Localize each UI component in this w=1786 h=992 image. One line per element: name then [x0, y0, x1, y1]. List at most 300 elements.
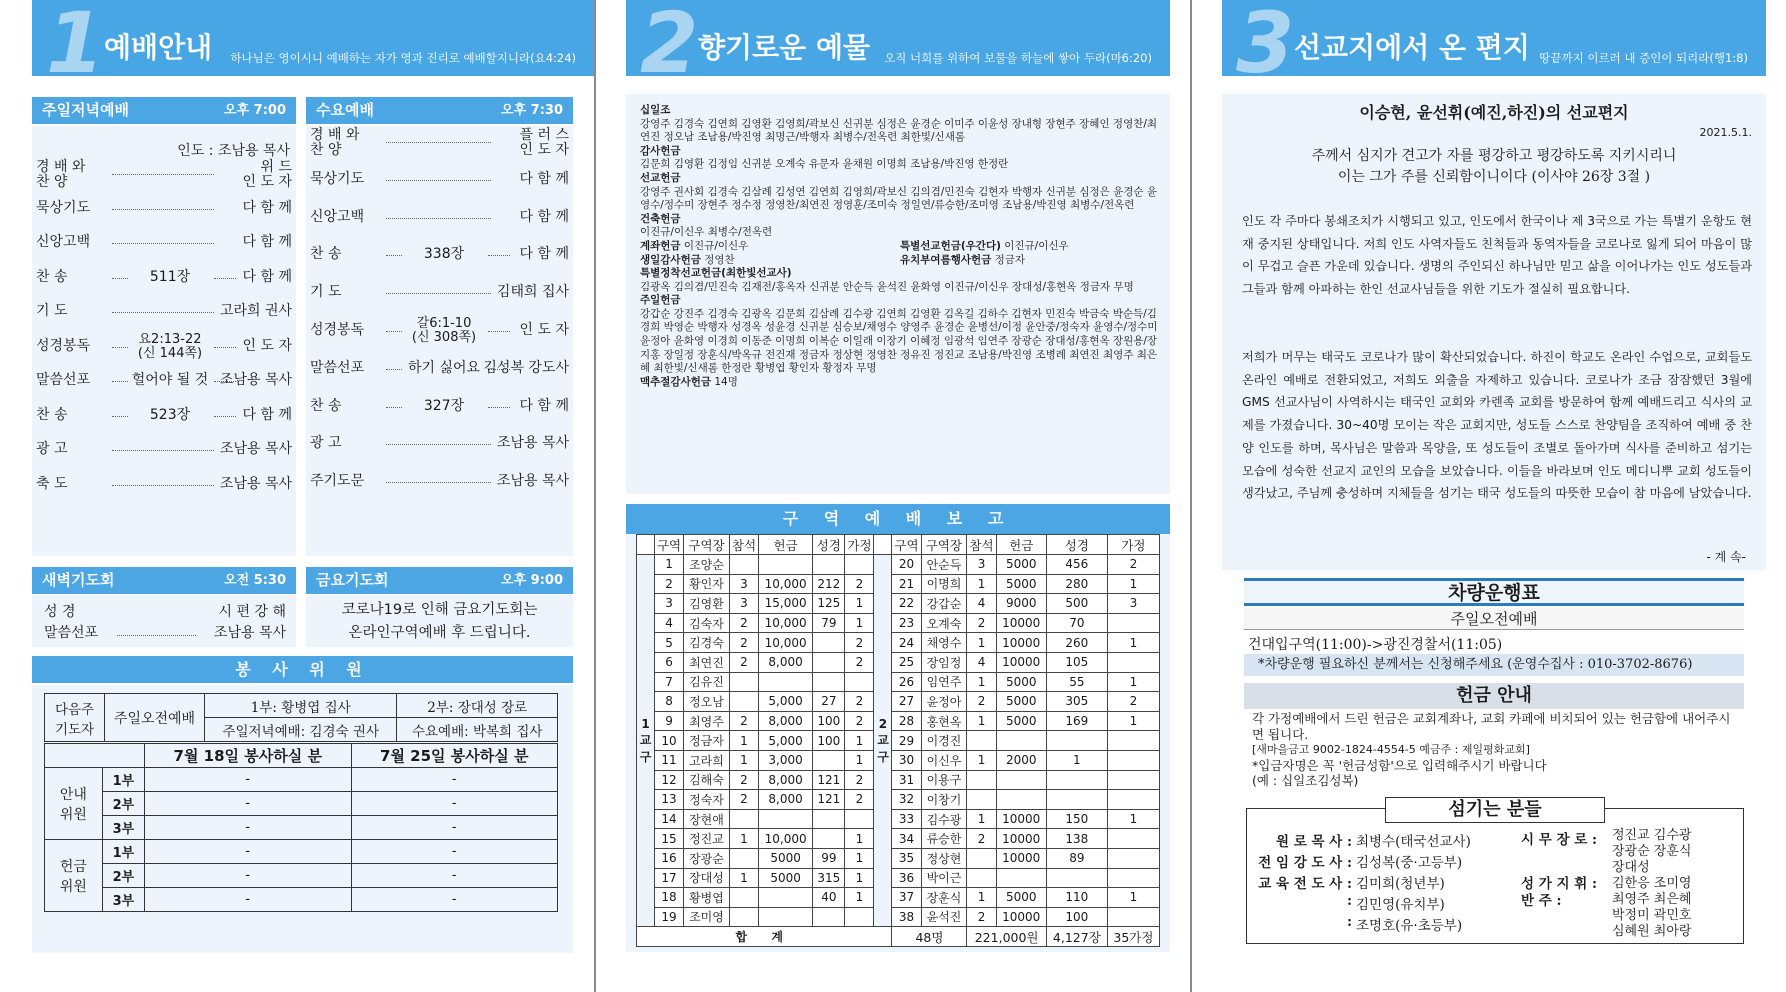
staff-title: 섬기는 분들	[1385, 797, 1605, 823]
total-cell: 221,000원	[967, 927, 1046, 947]
report-header-cell: 구역장	[921, 535, 967, 555]
table-cell: 1	[1107, 711, 1159, 731]
table-cell	[1107, 731, 1159, 751]
table-row	[637, 790, 1160, 810]
table-cell: 이명희	[921, 574, 967, 594]
order-row	[306, 436, 573, 458]
table-cell: 조양순	[684, 555, 730, 575]
table-cell: 1	[845, 848, 874, 868]
order-row	[32, 408, 296, 430]
header-worship	[32, 0, 594, 92]
table-cell	[813, 809, 845, 829]
staff-name: 김성복(중·고등부)	[1356, 855, 1463, 871]
duty-part: 2부	[102, 792, 144, 816]
table-cell	[1107, 652, 1159, 672]
table-cell: 최연진	[684, 652, 730, 672]
table-cell: 윤석진	[921, 907, 967, 927]
report-header-cell: 가정	[845, 535, 874, 555]
table-cell: 10,000	[758, 574, 812, 594]
table-cell: 2	[1107, 692, 1159, 712]
table-cell: 오계숙	[921, 613, 967, 633]
duty-cell: -	[351, 768, 558, 792]
table-cell: 36	[892, 868, 921, 888]
table-cell: 2	[1107, 555, 1159, 575]
offering-group	[640, 104, 1158, 145]
header-offerings	[626, 0, 1170, 92]
order-row	[306, 127, 573, 159]
table-cell: 20	[892, 555, 921, 575]
duty-part: 1부	[102, 768, 144, 792]
order-person: 고라희 권사	[219, 303, 292, 319]
staff-role: :	[1347, 893, 1352, 909]
table-cell	[758, 888, 812, 908]
offering-names: 14명	[714, 375, 738, 388]
table-cell: 7	[655, 672, 684, 692]
table-row	[637, 809, 1160, 829]
table-cell	[729, 672, 758, 692]
wednesday-order	[306, 126, 573, 556]
table-cell: 김유진	[684, 672, 730, 692]
table-cell: 28	[892, 711, 921, 731]
order-row	[32, 201, 296, 223]
table-cell	[813, 633, 845, 653]
order-row	[306, 316, 573, 346]
table-cell: 15,000	[758, 594, 812, 614]
offering-group	[640, 172, 1158, 213]
table-row	[637, 829, 1160, 849]
table-cell: 1	[967, 633, 996, 653]
staff-name: 최병수(태국선교사)	[1356, 834, 1471, 850]
table-cell: 1	[729, 868, 758, 888]
table-cell: 2	[967, 692, 996, 712]
table-cell: 3	[729, 574, 758, 594]
office-names: 정진교 김수광 장광순 장훈식 장대성	[1612, 828, 1692, 875]
table-cell	[967, 790, 996, 810]
table-cell	[845, 907, 874, 927]
section-title: 향기로운 예물	[698, 31, 871, 64]
table-row	[637, 574, 1160, 594]
offering-category: 주일헌금	[640, 294, 681, 307]
table-cell: 황병엽	[684, 888, 730, 908]
table-cell: 12	[655, 770, 684, 790]
letter-quote: 주께서 심지가 견고가 자를 평강하고 평강하도록 지키시리니 이는 그가 주를 신뢰함이니이다 (이사야 26장 3절 )	[1311, 148, 1677, 185]
table-cell: 10000	[996, 809, 1046, 829]
order-person: 위 드 인 도 자	[242, 159, 292, 191]
staff-role: 원 로 목 사 :	[1276, 834, 1352, 850]
report-header-cell: 구역	[892, 535, 921, 555]
table-cell: 125	[813, 594, 845, 614]
table-cell: 1	[729, 750, 758, 770]
table-cell: 1	[845, 888, 874, 908]
offerings-panel	[626, 94, 1170, 494]
staff-row	[1248, 893, 1518, 914]
order-label: 성경봉독	[310, 322, 365, 338]
order-row	[32, 304, 296, 326]
report-header-cell: 헌금	[996, 535, 1046, 555]
duty-part: 3부	[102, 888, 144, 912]
choir-label: 성 가 지 휘 : 반 주 :	[1521, 876, 1597, 909]
offering-group	[640, 267, 1158, 294]
order-person: 조남용 목사	[219, 372, 292, 388]
table-cell: 8,000	[758, 770, 812, 790]
offering-misc-item: 유치부여름행사헌금 정금자	[900, 253, 1026, 266]
header-mission	[1222, 0, 1766, 92]
table-row	[637, 633, 1160, 653]
staff-role: 교 육 전 도 사 :	[1258, 876, 1352, 892]
report-header-cell: 헌금	[758, 535, 812, 555]
section-verse: 땅끝까지 이르러 내 증인이 되리라(행1:8)	[1539, 51, 1748, 65]
table-cell: 정상현	[921, 848, 967, 868]
order-person: 인 도 자	[242, 337, 292, 354]
duty-cell: -	[145, 792, 352, 816]
report-header-cell: 구역	[655, 535, 684, 555]
friday-header: 금요기도회 오후 9:00	[306, 567, 573, 594]
date-col-2: 7월 25일 봉사하실 분	[351, 744, 558, 768]
table-cell	[996, 790, 1046, 810]
service-panel	[32, 685, 573, 953]
table-cell: 105	[1046, 652, 1107, 672]
table-cell	[1107, 613, 1159, 633]
table-cell	[1107, 848, 1159, 868]
table-cell: 10000	[996, 652, 1046, 672]
table-cell: 1	[967, 809, 996, 829]
order-person: 조남용 목사	[496, 473, 569, 490]
order-person: 인 도 자	[519, 322, 569, 338]
table-cell: 조미영	[684, 907, 730, 927]
table-cell	[996, 770, 1046, 790]
table-cell: 2	[845, 711, 874, 731]
table-cell: 8,000	[758, 790, 812, 810]
order-label: 찬 송	[310, 397, 342, 414]
order-person: 다 함 께	[242, 268, 292, 285]
service-header: 봉 사 위 원	[32, 656, 573, 683]
table-cell: 10000	[996, 613, 1046, 633]
table-cell: 2	[729, 613, 758, 633]
table-row	[637, 692, 1160, 712]
table-cell	[813, 750, 845, 770]
table-cell: 1	[845, 594, 874, 614]
duty-group: 헌금 위원	[45, 840, 103, 912]
table-cell: 3	[655, 594, 684, 614]
section-verse: 오직 너희를 위하여 보물을 하늘에 쌓아 두라(마6:20)	[884, 51, 1152, 65]
letter-continued: - 계 속-	[1706, 550, 1746, 564]
order-row	[306, 210, 573, 232]
order-detail: 511장	[149, 268, 191, 285]
staff-name: 김미희(청년부)	[1356, 876, 1445, 892]
table-cell: 1	[845, 731, 874, 751]
table-cell	[729, 888, 758, 908]
table-cell	[1107, 907, 1159, 927]
order-label: 신앙고백	[310, 208, 365, 225]
table-cell: 27	[813, 692, 845, 712]
table-cell: 89	[1046, 848, 1107, 868]
table-cell	[967, 770, 996, 790]
order-label: 찬 송	[36, 268, 68, 285]
table-cell: 홍현옥	[921, 711, 967, 731]
table-cell: 김경숙	[684, 633, 730, 653]
offering-names: 이진규/이신우 최병수/전옥련	[640, 226, 773, 239]
duty-cell: -	[145, 816, 352, 840]
order-row	[32, 159, 296, 191]
choir-names: 김한응 조미영 최영주 최은혜 박정미 곽민호 심혜원 최아랑	[1612, 876, 1692, 939]
table-row	[637, 750, 1160, 770]
table-row	[637, 613, 1160, 633]
section-number: 3	[1236, 0, 1295, 92]
order-person: 조남용 목사	[219, 441, 292, 457]
order-detail: 하기 싫어요	[407, 359, 481, 376]
section-number: 2	[640, 0, 699, 92]
table-cell: 1	[1107, 888, 1159, 908]
duty-cell: -	[145, 768, 352, 792]
friday-body: 코로나19로 인해 금요기도회는 온라인구역예배 후 드립니다.	[306, 595, 573, 647]
table-cell: 121	[813, 770, 845, 790]
duty-cell: -	[145, 888, 352, 912]
staff-role: 전 임 강 도 사 :	[1258, 855, 1352, 871]
order-label: 말씀선포	[310, 359, 365, 376]
service-table: 다음주 기도자 주일오전예배 1부: 황병엽 집사 2부: 장대성 장로 주일저녁예배: 김경숙 권사 수요예배: 박복희 집사	[44, 693, 558, 742]
table-cell	[845, 809, 874, 829]
table-cell: 정오남	[684, 692, 730, 712]
section-title: 선교지에서 온 편지	[1294, 31, 1530, 64]
total-cell: 48명	[892, 927, 967, 947]
table-cell	[1107, 829, 1159, 849]
table-cell: 2	[967, 613, 996, 633]
table-cell: 5	[655, 633, 684, 653]
table-cell: 40	[813, 888, 845, 908]
table-cell: 3	[729, 594, 758, 614]
table-cell: 5000	[996, 711, 1046, 731]
table-cell	[1046, 770, 1107, 790]
table-cell: 이신우	[921, 750, 967, 770]
order-person: 다 함 께	[519, 397, 569, 414]
table-cell: 10000	[996, 848, 1046, 868]
table-cell: 5,000	[758, 731, 812, 751]
table-cell: 15	[655, 829, 684, 849]
total-cell: 4,127장	[1046, 927, 1107, 947]
table-cell: 4	[655, 613, 684, 633]
table-cell	[813, 907, 845, 927]
table-cell: 27	[892, 692, 921, 712]
report-header-cell: 구역장	[684, 535, 730, 555]
table-cell: 5,000	[758, 692, 812, 712]
table-row	[637, 770, 1160, 790]
table-cell: 18	[655, 888, 684, 908]
table-cell: 121	[813, 790, 845, 810]
table-cell	[845, 555, 874, 575]
table-row	[637, 652, 1160, 672]
table-cell	[996, 731, 1046, 751]
table-cell: 3,000	[758, 750, 812, 770]
table-cell: 1	[729, 829, 758, 849]
divider-1	[594, 0, 596, 992]
table-row	[637, 888, 1160, 908]
table-cell: 8,000	[758, 652, 812, 672]
table-row	[637, 868, 1160, 888]
bus-note: *차량운행 필요하신 분께서는 신청해주세요 (운영수집사 : 010-3702-8676)	[1244, 654, 1744, 676]
district-label: 1 교 구	[637, 555, 655, 927]
table-cell: 이창기	[921, 790, 967, 810]
table-cell: 10	[655, 731, 684, 751]
report-header-cell: 성경	[813, 535, 845, 555]
section-number: 1	[46, 0, 105, 92]
table-cell: 장현애	[684, 809, 730, 829]
sunday-evening-order	[32, 126, 296, 556]
duty-cell: -	[145, 864, 352, 888]
table-cell: 1	[967, 711, 996, 731]
money-title: 헌금 안내	[1244, 683, 1744, 709]
table-cell: 장훈식	[921, 888, 967, 908]
table-cell: 고라희	[684, 750, 730, 770]
staff-row	[1248, 830, 1518, 851]
order-row	[306, 247, 573, 269]
table-cell: 70	[1046, 613, 1107, 633]
table-cell: 황인자	[684, 574, 730, 594]
offering-names: 강영주 권사회 김경숙 김삼례 김성연 김연희 김영희/곽보신 김의겸/민진숙 김현자 박행자 신귀분 심정은 윤경순 윤영수/정수미 장현주 정수정 정영찬/최연진 정영훈/조미숙 정일연/류승한/조미영 조남용/박진영 최병수/전옥련	[640, 185, 1158, 212]
bus-title: 차량운행표	[1244, 578, 1744, 606]
hdr-blank	[874, 535, 892, 555]
table-cell: 2	[967, 829, 996, 849]
table-cell: 99	[813, 848, 845, 868]
offerings-list	[640, 104, 1158, 389]
table-cell: 1	[967, 672, 996, 692]
report-header-cell: 참석	[729, 535, 758, 555]
table-cell: 2	[845, 692, 874, 712]
table-cell: 10000	[996, 829, 1046, 849]
table-cell	[845, 672, 874, 692]
table-cell: 212	[813, 574, 845, 594]
table-cell: 3	[1107, 594, 1159, 614]
table-cell	[1107, 750, 1159, 770]
table-cell: 김수광	[921, 809, 967, 829]
order-row	[32, 442, 296, 464]
table-cell: 2	[845, 633, 874, 653]
order-label: 신앙고백	[36, 234, 91, 250]
table-cell: 5000	[996, 574, 1046, 594]
table-cell: 2	[729, 790, 758, 810]
table-cell: 24	[892, 633, 921, 653]
table-cell: 10,000	[758, 613, 812, 633]
offering-category: 감사헌금	[640, 144, 681, 157]
dawn-header: 새벽기도회 오전 5:30	[32, 567, 296, 594]
duty-part: 3부	[102, 816, 144, 840]
order-label: 찬 송	[36, 406, 68, 423]
order-detail: 338장	[423, 246, 465, 263]
table-cell	[996, 868, 1046, 888]
report-header-cell: 참석	[967, 535, 996, 555]
order-detail: 523장	[149, 406, 191, 423]
table-cell	[729, 809, 758, 829]
table-cell: 1	[1107, 672, 1159, 692]
table-cell	[1046, 790, 1107, 810]
table-row	[637, 711, 1160, 731]
order-row	[306, 172, 573, 194]
table-cell: 장광순	[684, 848, 730, 868]
bus-route: 건대입구역(11:00)->광진경찰서(11:05)	[1248, 637, 1503, 653]
letter-panel	[1222, 94, 1766, 570]
table-cell: 5000	[996, 555, 1046, 575]
table-cell: 10,000	[758, 633, 812, 653]
table-cell: 2	[845, 574, 874, 594]
order-person: 다 함 께	[519, 170, 569, 187]
offering-group	[640, 376, 1158, 390]
table-cell: 박이근	[921, 868, 967, 888]
table-cell: 13	[655, 790, 684, 810]
table-cell: 임연주	[921, 672, 967, 692]
table-cell: 류승한	[921, 829, 967, 849]
staff-left	[1248, 830, 1518, 935]
order-label: 기 도	[36, 303, 68, 319]
table-cell: 최영주	[684, 711, 730, 731]
offering-misc-item: 생일감사헌금 정영찬	[640, 253, 735, 266]
order-row	[32, 373, 296, 395]
staff-name: 조명호(유·초등부)	[1356, 918, 1463, 934]
table-cell: 22	[892, 594, 921, 614]
table-cell: 5000	[996, 692, 1046, 712]
order-row	[32, 235, 296, 257]
table-cell: 장임정	[921, 652, 967, 672]
offering-names: 강영주 김경숙 김연희 김영환 김영희/곽보신 신귀분 심정은 윤경순 이미주 이윤성 장내형 장현주 장혜인 정영찬/최연진 정오남 조남용/박진영 최명근/박행자 최병수/전옥련 최한빛/신새롬	[640, 117, 1158, 144]
table-cell: 5000	[996, 888, 1046, 908]
section-verse: 하나님은 영이시니 예배하는 자가 영과 진리로 예배할지니라(요4:24)	[230, 51, 576, 65]
offering-misc-item: 계좌헌금 이진규/이신우	[640, 239, 749, 252]
table-cell: 31	[892, 770, 921, 790]
duty-group: 안내 위원	[45, 768, 103, 840]
staff-row	[1248, 872, 1518, 893]
table-cell: 4	[967, 594, 996, 614]
table-cell: 1	[845, 613, 874, 633]
offering-category: 건축헌금	[640, 212, 681, 225]
table-cell: 1	[1046, 750, 1107, 770]
table-cell: 9	[655, 711, 684, 731]
table-cell: 8,000	[758, 711, 812, 731]
report-header-cell: 가정	[1107, 535, 1159, 555]
table-cell: 정금자	[684, 731, 730, 751]
table-cell: 33	[892, 809, 921, 829]
wednesday-header: 수요예배 오후 7:30	[306, 97, 573, 124]
order-person: 다 함 께	[519, 246, 569, 263]
table-cell: 2	[845, 652, 874, 672]
order-row	[306, 399, 573, 421]
section-title: 예배안내	[104, 31, 213, 64]
order-person: 조남용 목사	[219, 475, 292, 492]
staff-row	[1248, 914, 1518, 935]
table-cell: 1	[845, 750, 874, 770]
order-detail: 327장	[423, 397, 465, 414]
table-cell: 34	[892, 829, 921, 849]
office-label: 시 무 장 로 :	[1521, 832, 1597, 848]
table-cell	[813, 652, 845, 672]
district-label: 2 교 구	[874, 555, 892, 927]
table-cell: 37	[892, 888, 921, 908]
table-cell: 이용구	[921, 770, 967, 790]
order-row	[32, 270, 296, 292]
offering-group	[640, 145, 1158, 172]
duty-cell: -	[351, 840, 558, 864]
table-cell: 강갑순	[921, 594, 967, 614]
table-cell	[758, 672, 812, 692]
order-label: 말씀선포	[36, 372, 91, 388]
table-cell	[813, 555, 845, 575]
offering-misc-item: 특별선교헌금(우간다) 이진규/이신우	[900, 239, 1069, 252]
order-label: 축 도	[36, 475, 68, 492]
order-row	[306, 361, 573, 383]
table-cell: 1	[1107, 809, 1159, 829]
table-cell	[729, 692, 758, 712]
table-cell: 17	[655, 868, 684, 888]
total-label: 합 계	[637, 927, 892, 947]
table-cell: 38	[892, 907, 921, 927]
table-cell	[1107, 770, 1159, 790]
